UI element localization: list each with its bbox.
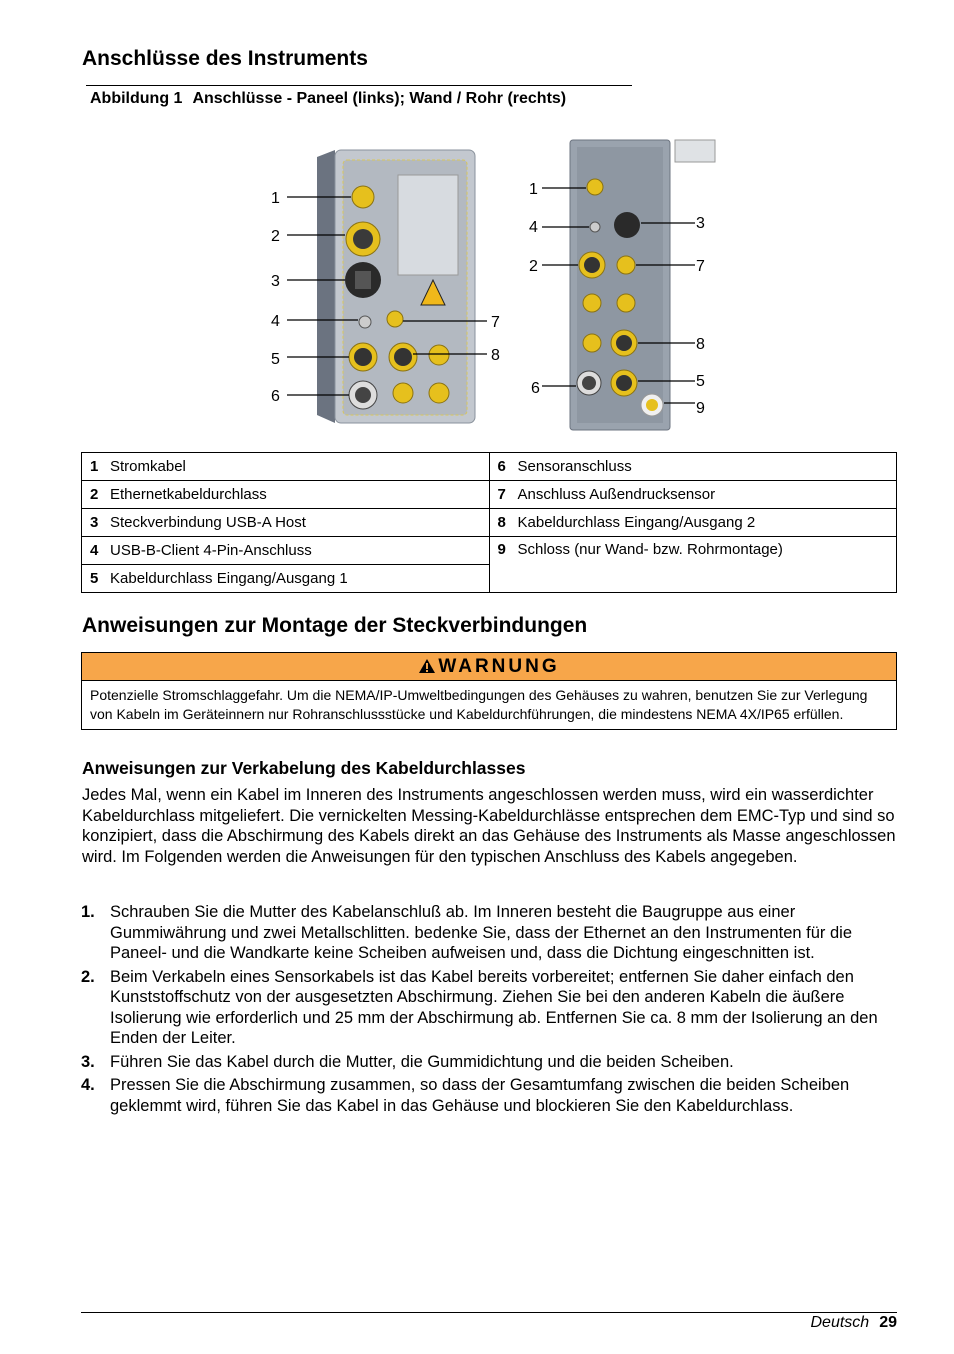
figure-label-right-8: 8 [696,336,705,353]
figure-label-left-7: 7 [491,314,500,331]
legend-cell: 5 Kabeldurchlass Eingang/Ausgang 1 [82,565,490,593]
legend-cell: 9 Schloss (nur Wand- bzw. Rohrmontage) [489,537,897,593]
figure-label-left-1: 1 [271,190,280,207]
figure-label-right-2: 2 [529,258,538,275]
list-item: 1. Schrauben Sie die Mutter des Kabelanschluß ab. Im Inneren besteht die Baugruppe aus einer Gummiwährung und zwei Metallschlitten. bedenke Sie, dass der Ethernet an den Instrumenten für die Paneel- und die Wandkarte keine Scheiben aufweisen und, dass die Dichtung eingeschnitten ist. [81,903,852,962]
legend-cell: 8 Kabeldurchlass Eingang/Ausgang 2 [489,509,897,537]
warning-box [81,652,897,730]
figure-label-left-5: 5 [271,351,280,368]
list-item: 4. Pressen Sie die Abschirmung zusammen, so dass der Gesamtumfang zwischen die beiden Scheiben geklemmt wird, führen Sie das Kabel in das Gehäuse und blockieren Sie den Kabeldurchlass. [81,1076,850,1115]
list-item: 3. Führen Sie das Kabel durch die Mutter, die Gummidichtung und die beiden Scheiben. [81,1052,734,1071]
caption-rule [86,85,632,86]
figure-caption-text: Anschlüsse - Paneel (links); Wand / Rohr (rechts) [192,90,567,107]
legend-cell: 6 Sensoranschluss [489,453,897,481]
table-row [82,537,897,565]
footer-rule [81,1312,897,1313]
legend-cell: 3 Steckverbindung USB-A Host [82,509,490,537]
figure-caption-number: Abbildung 1 [90,90,183,107]
figure-label-left-2: 2 [271,228,280,245]
subsection-heading: Anweisungen zur Verkabelung des Kabeldurchlasses [82,758,526,778]
warning-text: Potenzielle Stromschlaggefahr. Um die NEMA/IP-Umweltbedingungen des Gehäuses zu wahren, benutzen Sie zur Verlegung von Kabeln im Geräteinnern nur Rohranschlussstücke und Kabeldurchführungen, die mindestens NEMA 4X/IP65 erfüllen. [90,687,868,722]
figure-caption [90,90,566,108]
figure-label-right-4: 4 [529,219,538,236]
steps-list [81,902,897,1119]
table-row [82,453,897,481]
wall-device-image [570,140,715,430]
table-row [82,481,897,509]
figure-label-right-7: 7 [696,258,705,275]
footer [811,1314,898,1332]
figure-label-right-1: 1 [529,181,538,198]
legend-cell: 2 Ethernetkabeldurchlass [82,481,490,509]
figure-label-left-3: 3 [271,273,280,290]
page-title: Anschlüsse des Instruments [82,47,368,70]
legend-table [81,452,897,593]
legend-cell: 7 Anschluss Außendrucksensor [489,481,897,509]
legend-cell: 4 USB-B-Client 4-Pin-Anschluss [82,537,490,565]
section-heading: Anweisungen zur Montage der Steckverbindungen [82,614,588,637]
footer-language: Deutsch [810,1314,870,1331]
warning-title: WARNUNG [438,656,560,677]
figure-label-left-8: 8 [491,347,500,364]
legend-cell: 1 Stromkabel [82,453,490,481]
list-item: 2. Beim Verkabeln eines Sensorkabels ist das Kabel bereits vorbereitet; entfernen Sie daher einfach den Kunststoffschutz von der ausgesetzten Abschirmung. Ziehen Sie bei den anderen Kabeln die äußere Isolierung wie erforderlich und 25 mm der Abschirmung ab. Entfernen Sie ca. 8 mm der Isolierung an den Enden der Leiter. [81,967,878,1047]
warning-header [82,653,896,681]
figure-label-right-5: 5 [696,373,705,390]
figure-label-left-4: 4 [271,313,280,330]
page-number: 29 [879,1314,897,1331]
figure-label-right-6: 6 [531,380,540,397]
figure-label-right-3: 3 [696,215,705,232]
figure-label-right-9: 9 [696,400,705,417]
panel-device-image [317,150,475,423]
table-row [82,509,897,537]
figure-label-left-6: 6 [271,388,280,405]
warning-triangle-icon [418,658,436,674]
intro-paragraph: Jedes Mal, wenn ein Kabel im Inneren des Instruments angeschlossen werden muss, wird ein wasserdichter Kabeldurchlass mitgeliefert. Die vernickelten Messing-Kabeldurchlässe entsprechen dem EMC-Typ und sind so konzipiert, dass die Abschirmung des Kabels direkt an das Gehäuse des Instruments als Masse angeschlossen wird. Im Folgenden werden die Anweisungen für den typischen Anschluss des Kabels angegeben. [82,786,896,866]
connections-figure [255,135,725,435]
